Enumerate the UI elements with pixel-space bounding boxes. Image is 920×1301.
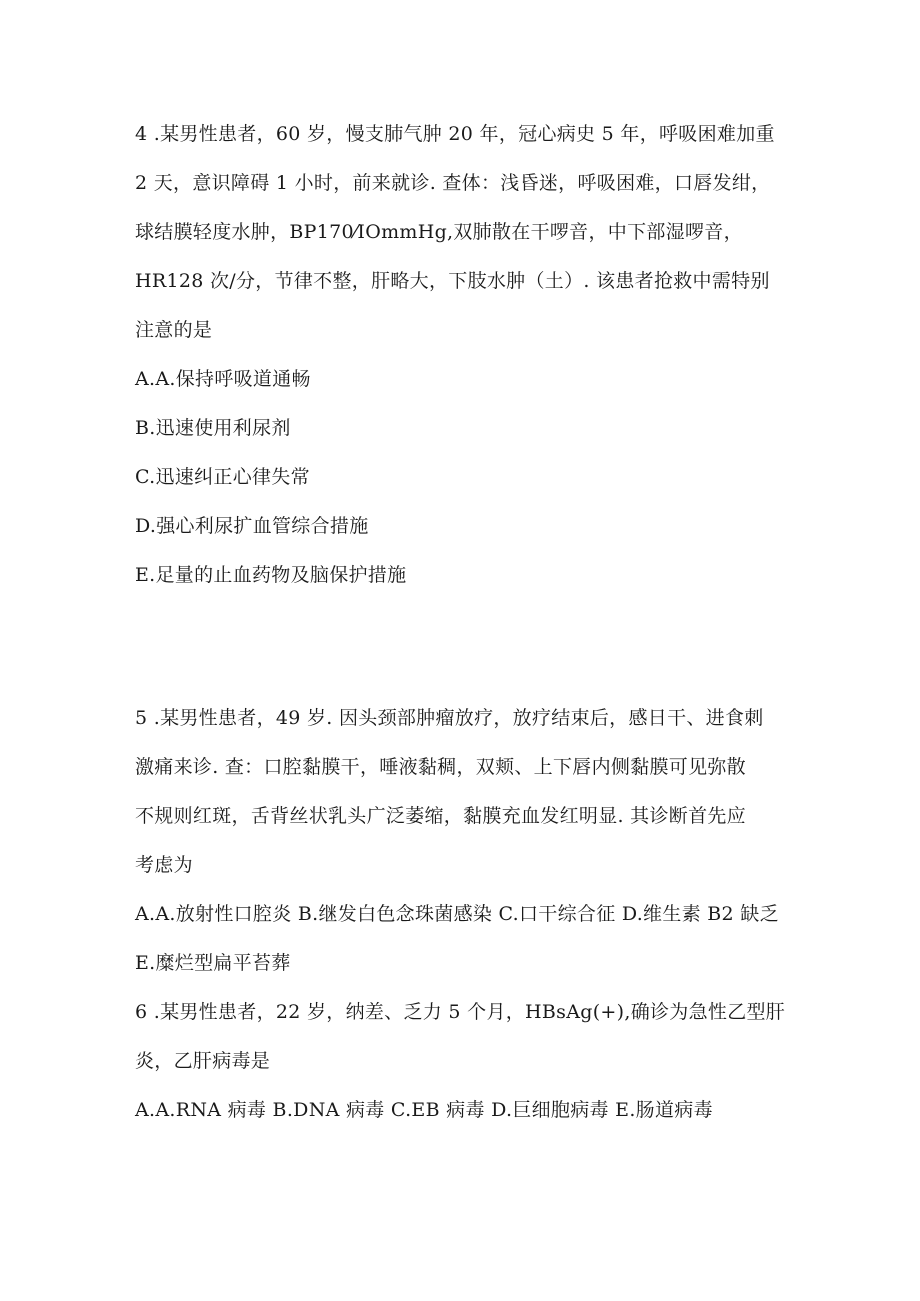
question-5-options-line-2: E.糜烂型扁平苔葬	[135, 952, 291, 974]
question-4-option-a: A.A.保持呼吸道通畅	[135, 368, 311, 390]
question-5-options-line-1: A.A.放射性口腔炎 B.继发白色念珠菌感染 C.口干综合征 D.维生素 B2 缺乏	[135, 903, 779, 925]
question-6-line-1: 6 .某男性患者，22 岁，纳差、乏力 5 个月，HBsAg(+),确诊为急性乙型肝	[135, 1001, 786, 1023]
question-4-line-4: HR128 次/分，节律不整，肝略大，下肢水肿（土）. 该患者抢救中需特别	[135, 270, 770, 292]
question-6-line-2: 炎，乙肝病毒是	[135, 1050, 271, 1072]
question-5-line-4: 考虑为	[135, 854, 193, 876]
question-6-options-line-1: A.A.RNA 病毒 B.DNA 病毒 C.EB 病毒 D.巨细胞病毒 E.肠道病毒	[135, 1099, 713, 1121]
question-4-option-c: C.迅速纠正心律失常	[135, 466, 310, 488]
question-4-line-3: 球结膜轻度水肿，BP170⁄IOmmHg,双肺散在干啰音，中下部湿啰音，	[135, 221, 743, 243]
question-4-option-b: B.迅速使用利尿剂	[135, 417, 291, 439]
question-4-line-2: 2 天，意识障碍 1 小时，前来就诊. 查体：浅昏迷，呼吸困难，口唇发绀，	[135, 172, 771, 194]
question-4-line-1: 4 .某男性患者，60 岁，慢支肺气肿 20 年，冠心病史 5 年，呼吸困难加重	[135, 123, 775, 145]
question-5-line-1: 5 .某男性患者，49 岁. 因头颈部肿瘤放疗，放疗结束后，感日干、进食刺	[135, 707, 764, 729]
question-5-line-2: 激痛来诊. 查：口腔黏膜干，唾液黏稠，双颊、上下唇内侧黏膜可见弥散	[135, 756, 746, 778]
question-4-option-e: E.足量的止血药物及脑保护措施	[135, 564, 407, 586]
question-4-line-5: 注意的是	[135, 319, 213, 341]
question-5-line-3: 不规则红斑，舌背丝状乳头广泛萎缩，黏膜充血发红明显. 其诊断首先应	[135, 805, 746, 827]
question-4-option-d: D.强心利尿扩血管综合措施	[135, 515, 369, 537]
